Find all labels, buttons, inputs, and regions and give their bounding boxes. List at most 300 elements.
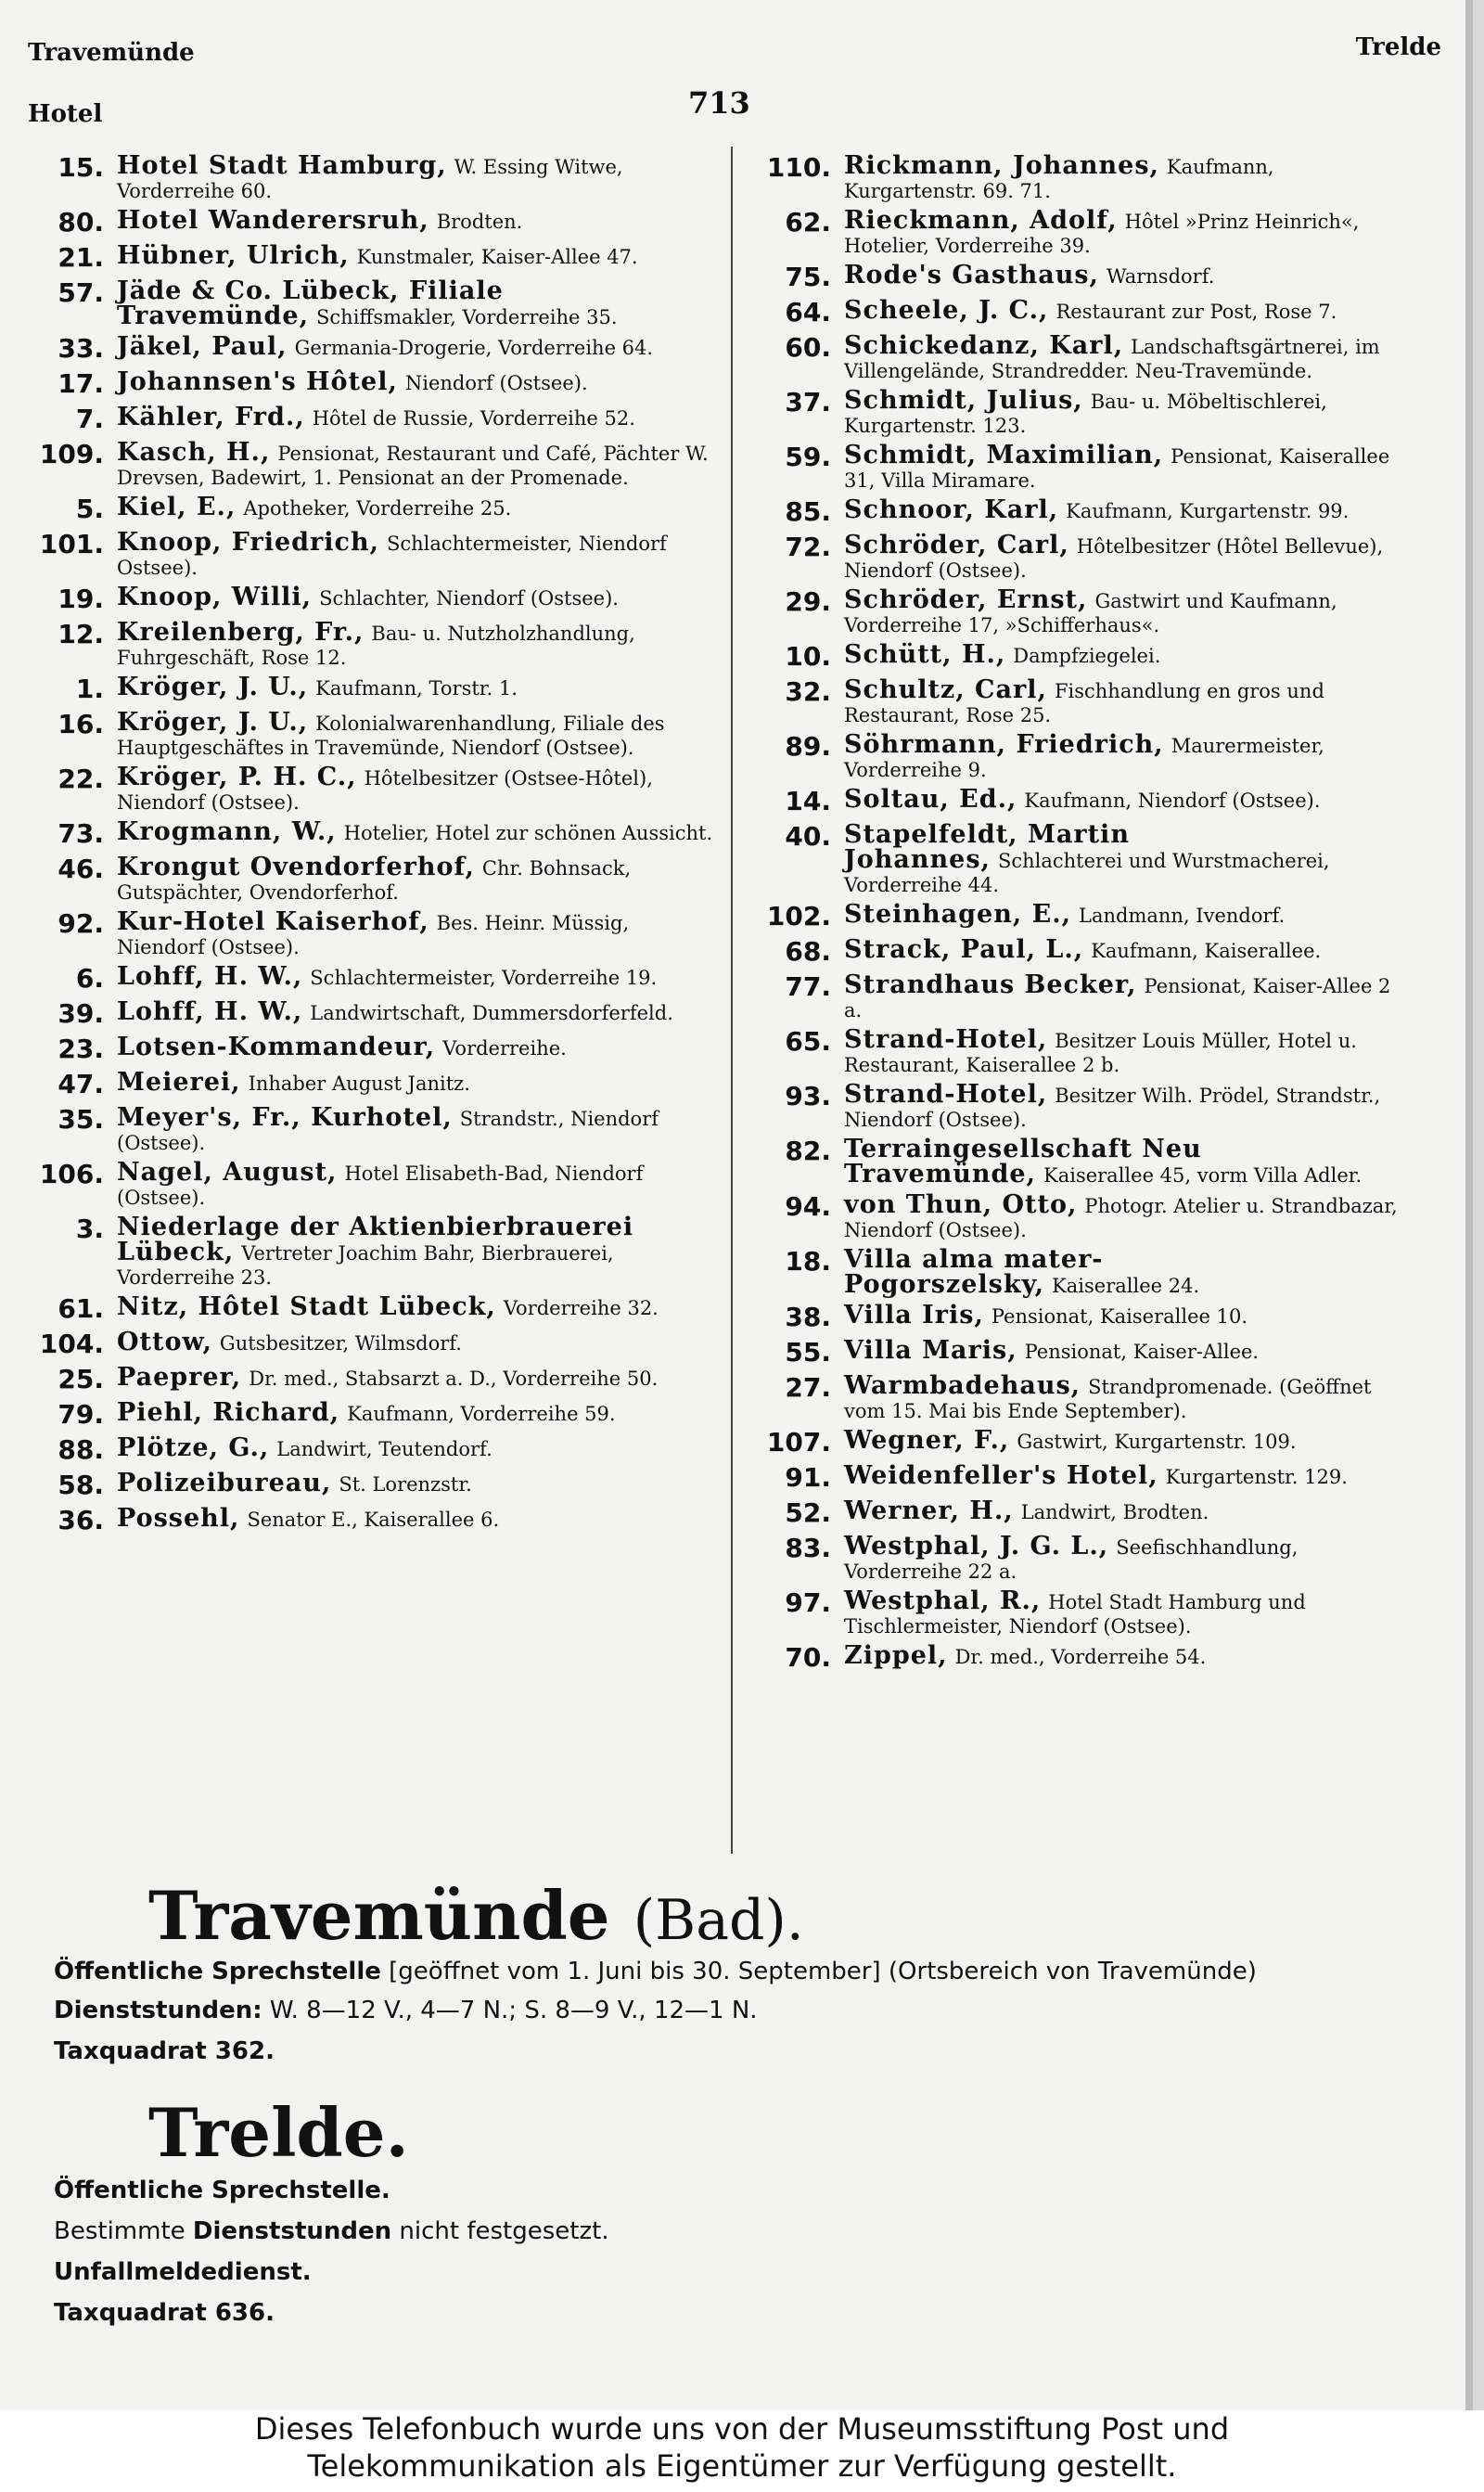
entry-name: Hotel Stadt Hamburg, xyxy=(117,151,447,180)
entry-name: Kröger, J. U., xyxy=(117,673,309,701)
entry-number: 47. xyxy=(58,1069,104,1099)
entry-name: Rickmann, Johannes, xyxy=(844,151,1159,180)
section-title-travemuende xyxy=(148,1876,804,1955)
entry-details: Hôtel »Prinz Heinrich«, Hotelier, Vorderreihe 39. xyxy=(844,211,1360,257)
directory-entry xyxy=(26,995,714,1030)
entry-details: Warnsdorf. xyxy=(1106,265,1215,288)
directory-entry xyxy=(742,293,1410,328)
entry-number: 104. xyxy=(39,1329,104,1359)
footer-notice xyxy=(0,2410,1484,2492)
entry-name: Schütt, H., xyxy=(844,640,1006,669)
service-hours-label: Dienststunden: xyxy=(54,1997,262,2024)
directory-entry xyxy=(26,1030,714,1065)
entry-number: 79. xyxy=(58,1399,104,1430)
entry-name: Piehl, Richard, xyxy=(117,1398,340,1427)
directory-entry xyxy=(26,705,714,760)
entry-text xyxy=(844,148,1410,203)
entry-text xyxy=(844,1077,1410,1132)
entry-name: Weidenfeller's Hotel, xyxy=(844,1461,1158,1490)
entry-text xyxy=(117,959,714,990)
entry-number: 3. xyxy=(75,1214,104,1244)
entry-number: 21. xyxy=(58,242,104,273)
directory-entry xyxy=(742,328,1410,383)
directory-entry xyxy=(742,932,1410,968)
entry-details: Landwirt, Teutendorf. xyxy=(276,1438,493,1460)
directory-entry xyxy=(26,670,714,705)
entry-number: 72. xyxy=(785,532,831,562)
running-header-right: Trelde xyxy=(1355,33,1441,61)
entry-text xyxy=(844,1242,1410,1298)
entry-number: 37. xyxy=(785,387,831,417)
directory-entry xyxy=(742,1077,1410,1132)
entry-text xyxy=(844,328,1410,383)
entry-name: Söhrmann, Friedrich, xyxy=(844,730,1164,759)
directory-entry xyxy=(742,1458,1410,1494)
entry-name: Steinhagen, E., xyxy=(844,900,1072,929)
entry-text xyxy=(117,815,714,845)
entry-details: Bau- u. Möbeltischlerei, Kurgartenstr. 123. xyxy=(844,391,1327,437)
entry-text xyxy=(844,583,1410,637)
entry-details: Pensionat, Kaiser-Allee 2 a. xyxy=(844,975,1391,1021)
entry-name: Kreilenberg, Fr., xyxy=(117,618,365,647)
entry-details: Kaufmann, Niendorf (Ostsee). xyxy=(1024,790,1321,812)
entry-text xyxy=(117,490,714,520)
entry-name: Schnoor, Karl, xyxy=(844,495,1059,524)
directory-entry xyxy=(742,1333,1410,1368)
travemuende-line-2 xyxy=(54,1997,758,2024)
entry-number: 75. xyxy=(785,262,831,292)
directory-entry xyxy=(26,905,714,959)
entry-text xyxy=(844,293,1410,324)
entry-name: Niederlage der Aktienbierbrauerei Lübeck, xyxy=(117,1213,634,1266)
entry-text xyxy=(844,493,1410,523)
entry-details: Kaufmann, Kurgartenstr. 99. xyxy=(1066,500,1350,522)
entry-number: 80. xyxy=(58,207,104,238)
entry-text xyxy=(117,274,714,329)
entry-details: Photogr. Atelier u. Strandbazar, Niendorf (Ostsee). xyxy=(844,1195,1398,1241)
entry-number: 70. xyxy=(785,1642,831,1673)
entry-number: 25. xyxy=(58,1364,104,1394)
entry-number: 77. xyxy=(785,971,831,1002)
directory-entry xyxy=(742,583,1410,637)
entry-text xyxy=(117,1501,714,1532)
entry-details: Hotelier, Hotel zur schönen Aussicht. xyxy=(343,822,713,844)
entry-details: Pensionat, Kaiserallee 31, Villa Miramare. xyxy=(844,445,1390,492)
entry-details: Kolonialwarenhandlung, Filiale des Hauptgeschäftes in Travemünde, Niendorf (Ostsee). xyxy=(117,713,665,759)
entry-name: Hotel Wanderersruh, xyxy=(117,206,429,235)
directory-entry xyxy=(742,1529,1410,1584)
entry-number: 82. xyxy=(785,1136,831,1166)
entry-details: Chr. Bohnsack, Gutspächter, Ovendorferhof. xyxy=(117,857,632,904)
entry-text xyxy=(117,1100,714,1155)
entry-details: Pensionat, Restaurant und Café, Pächter W. Drevsen, Badewirt, 1. Pensionat an der Promenade. xyxy=(117,443,709,489)
entry-number: 55. xyxy=(785,1337,831,1368)
directory-entry xyxy=(26,435,714,490)
directory-entry xyxy=(26,1431,714,1466)
entry-details: Vertreter Joachim Bahr, Bierbrauerei, Vorderreihe 23. xyxy=(117,1242,614,1289)
entry-number: 46. xyxy=(58,854,104,884)
directory-entry xyxy=(26,238,714,274)
directory-entry xyxy=(742,203,1410,258)
entry-text xyxy=(844,1529,1410,1584)
entry-text xyxy=(844,383,1410,438)
entry-name: Rode's Gasthaus, xyxy=(844,261,1099,289)
directory-entry xyxy=(742,438,1410,493)
entry-text xyxy=(844,817,1410,897)
entry-text xyxy=(117,705,714,760)
entry-text xyxy=(844,1022,1410,1077)
entry-details: Landwirtschaft, Dummersdorferfeld. xyxy=(310,1002,673,1024)
directory-entry xyxy=(26,1210,714,1290)
entry-name: Lotsen-Kommandeur, xyxy=(117,1033,436,1061)
directory-entry xyxy=(26,148,714,203)
entry-number: 17. xyxy=(58,368,104,399)
entry-details: Kaufmann, Kaiserallee. xyxy=(1091,940,1322,962)
entry-details: Dr. med., Vorderreihe 54. xyxy=(954,1646,1207,1668)
entry-name: Scheele, J. C., xyxy=(844,296,1049,325)
directory-entry xyxy=(26,490,714,525)
entry-number: 59. xyxy=(785,442,831,472)
entry-text xyxy=(844,897,1410,928)
entry-name: Meierei, xyxy=(117,1068,241,1097)
directory-entry xyxy=(742,673,1410,727)
entry-details: Kaiserallee 45, vorm Villa Adler. xyxy=(1043,1164,1362,1187)
directory-entry xyxy=(26,365,714,400)
entry-text xyxy=(117,1466,714,1496)
column-divider xyxy=(731,147,733,1854)
entry-number: 85. xyxy=(785,496,831,527)
entry-text xyxy=(117,1065,714,1096)
entry-number: 83. xyxy=(785,1533,831,1563)
directory-entry xyxy=(742,1022,1410,1077)
entry-name: Villa Maris, xyxy=(844,1336,1017,1365)
entry-number: 89. xyxy=(785,731,831,762)
entry-text xyxy=(117,203,714,234)
entry-name: Schultz, Carl, xyxy=(844,675,1047,704)
directory-entry xyxy=(742,1368,1410,1423)
entry-details: Strandstr., Niendorf (Ostsee). xyxy=(117,1108,659,1154)
entry-text xyxy=(117,400,714,430)
entry-details: Schlachtermeister, Niendorf Ostsee). xyxy=(117,533,667,579)
entry-details: Brodten. xyxy=(436,211,523,233)
entry-name: Schmidt, Julius, xyxy=(844,386,1083,415)
right-column xyxy=(742,148,1410,1674)
entry-name: Rieckmann, Adolf, xyxy=(844,206,1118,235)
entry-text xyxy=(117,435,714,490)
entry-number: 65. xyxy=(785,1026,831,1057)
entry-name: Kähler, Frd., xyxy=(117,403,305,431)
entry-text xyxy=(844,932,1410,963)
entry-number: 40. xyxy=(785,821,831,852)
trelde-title: Trelde. xyxy=(148,2093,409,2172)
entry-number: 62. xyxy=(785,207,831,238)
entry-number: 61. xyxy=(58,1293,104,1324)
entry-name: Kröger, P. H. C., xyxy=(117,763,357,791)
entry-details: Vorderreihe 32. xyxy=(503,1297,659,1319)
entry-text xyxy=(844,1188,1410,1242)
entry-number: 52. xyxy=(785,1497,831,1528)
trelde-service-hours-label: Dienststunden xyxy=(192,2217,392,2245)
entry-text xyxy=(117,329,714,360)
trelde-service-hours-post: nicht festgesetzt. xyxy=(399,2217,609,2245)
entry-text xyxy=(844,1298,1410,1329)
directory-entry xyxy=(742,1423,1410,1458)
entry-details: Restaurant zur Post, Rose 7. xyxy=(1055,301,1337,323)
directory-entry xyxy=(742,968,1410,1022)
entry-number: 102. xyxy=(766,901,831,931)
entry-number: 16. xyxy=(58,709,104,739)
entry-number: 5. xyxy=(75,494,104,524)
entry-number: 12. xyxy=(58,619,104,649)
entry-text xyxy=(844,1638,1410,1669)
travemuende-tax-square: Taxquadrat 362. xyxy=(54,2037,275,2065)
entry-text xyxy=(117,905,714,959)
entry-name: Polizeibureau, xyxy=(117,1469,332,1497)
entry-number: 60. xyxy=(785,332,831,363)
entry-details: Kaiserallee 24. xyxy=(1052,1275,1200,1297)
entry-text xyxy=(844,782,1410,813)
entry-details: Inhaber August Janitz. xyxy=(248,1073,470,1095)
entry-name: Paeprer, xyxy=(117,1363,242,1392)
entry-text xyxy=(117,1431,714,1461)
entry-name: Schröder, Ernst, xyxy=(844,585,1088,614)
entry-details: Vorderreihe. xyxy=(442,1037,567,1060)
entry-text xyxy=(844,1368,1410,1423)
travemuende-title: Travemünde xyxy=(148,1876,610,1955)
left-column xyxy=(26,148,714,1536)
entry-number: 36. xyxy=(58,1505,104,1535)
entry-number: 32. xyxy=(785,676,831,707)
entry-number: 107. xyxy=(766,1427,831,1458)
entry-details: Schlachter, Niendorf (Ostsee). xyxy=(319,587,619,610)
directory-entry xyxy=(742,637,1410,673)
entry-name: Warmbadehaus, xyxy=(844,1371,1081,1400)
entry-number: 58. xyxy=(58,1470,104,1500)
entry-text xyxy=(117,580,714,610)
entry-number: 7. xyxy=(75,404,104,434)
footer-line-1: Dieses Telefonbuch wurde uns von der Museumsstiftung Post und xyxy=(254,2411,1230,2447)
directory-entry xyxy=(26,1100,714,1155)
entry-number: 10. xyxy=(785,641,831,672)
directory-entry xyxy=(742,782,1410,817)
entry-name: Hübner, Ulrich, xyxy=(117,241,350,270)
entry-text xyxy=(844,1333,1410,1364)
entry-details: Kaufmann, Kurgartenstr. 69. 71. xyxy=(844,156,1274,202)
entry-name: Strand-Hotel, xyxy=(844,1080,1048,1109)
directory-entry xyxy=(26,580,714,615)
entry-number: 97. xyxy=(785,1587,831,1618)
entry-name: Kröger, J. U., xyxy=(117,708,309,737)
entry-number: 33. xyxy=(58,333,104,364)
entry-details: Hôtelbesitzer (Hôtel Bellevue), Niendorf (Ostsee). xyxy=(844,535,1384,582)
entry-details: Gastwirt und Kaufmann, Vorderreihe 17, »Schifferhaus«. xyxy=(844,590,1337,636)
entry-details: Landwirt, Brodten. xyxy=(1020,1501,1209,1523)
entry-details: Hôtel de Russie, Vorderreihe 52. xyxy=(312,407,635,430)
entry-text xyxy=(844,1494,1410,1524)
entry-details: Strandpromenade. (Geöffnet vom 15. Mai bis Ende September). xyxy=(844,1376,1372,1422)
entry-details: Bes. Heinr. Müssig, Niendorf (Ostsee). xyxy=(117,912,630,958)
directory-entry xyxy=(26,615,714,670)
entry-number: 27. xyxy=(785,1372,831,1403)
entry-name: Ottow, xyxy=(117,1328,212,1356)
directory-entry xyxy=(26,400,714,435)
entry-text xyxy=(117,1395,714,1426)
directory-entry xyxy=(742,1638,1410,1674)
entry-number: 39. xyxy=(58,998,104,1029)
entry-name: Krogmann, W., xyxy=(117,817,337,846)
directory-entry xyxy=(26,760,714,815)
entry-details: Maurermeister, Vorderreihe 9. xyxy=(844,735,1324,781)
entry-details: Gastwirt, Kurgartenstr. 109. xyxy=(1017,1431,1297,1453)
service-hours-value: W. 8—12 V., 4—7 N.; S. 8—9 V., 12—1 N. xyxy=(269,1997,758,2024)
running-header-left-top: Travemünde xyxy=(28,39,195,67)
directory-entry xyxy=(742,727,1410,782)
entry-details: W. Essing Witwe, Vorderreihe 60. xyxy=(117,156,623,202)
entry-name: Jäde & Co. Lübeck, Filiale Travemünde, xyxy=(117,276,504,330)
entry-number: 19. xyxy=(58,584,104,614)
entry-name: Johannsen's Hôtel, xyxy=(117,367,398,396)
entry-number: 18. xyxy=(785,1246,831,1277)
entry-text xyxy=(117,760,714,815)
entry-details: Germania-Drogerie, Vorderreihe 64. xyxy=(294,337,654,359)
entry-details: Schiffsmakler, Vorderreihe 35. xyxy=(316,306,618,328)
entry-name: Schickedanz, Karl, xyxy=(844,331,1124,360)
entry-details: Pensionat, Kaiserallee 10. xyxy=(991,1305,1248,1328)
directory-entry xyxy=(26,525,714,580)
directory-entry xyxy=(26,815,714,850)
entry-details: Kaufmann, Torstr. 1. xyxy=(315,677,518,700)
trelde-public-office: Öffentliche Sprechstelle. xyxy=(54,2177,390,2204)
entry-number: 64. xyxy=(785,297,831,328)
entry-text xyxy=(844,968,1410,1022)
entry-name: Krongut Ovendorferhof, xyxy=(117,853,475,881)
entry-details: Landmann, Ivendorf. xyxy=(1079,905,1286,927)
entry-name: Possehl, xyxy=(117,1504,240,1533)
public-office-label: Öffentliche Sprechstelle xyxy=(54,1958,381,1985)
entry-name: Wegner, F., xyxy=(844,1426,1010,1455)
entry-details: Pensionat, Kaiser-Allee. xyxy=(1024,1341,1260,1363)
entry-number: 15. xyxy=(58,152,104,183)
entry-text xyxy=(117,1155,714,1210)
entry-name: Knoop, Friedrich, xyxy=(117,528,379,557)
trelde-accident-service: Unfallmeldedienst. xyxy=(54,2258,312,2286)
entry-number: 109. xyxy=(39,439,104,469)
entry-name: Soltau, Ed., xyxy=(844,785,1017,814)
entry-name: Lohff, H. W., xyxy=(117,962,303,991)
entry-text xyxy=(117,670,714,700)
entry-details: Gutsbesitzer, Wilmsdorf. xyxy=(219,1332,462,1355)
directory-entry xyxy=(742,383,1410,438)
directory-entry xyxy=(742,528,1410,583)
entry-details: Niendorf (Ostsee). xyxy=(404,372,588,394)
entry-text xyxy=(844,1458,1410,1489)
entry-number: 35. xyxy=(58,1104,104,1135)
entry-name: Strandhaus Becker, xyxy=(844,970,1137,999)
entry-name: Schmidt, Maximilian, xyxy=(844,441,1164,469)
entry-details: Schlachterei und Wurstmacherei, Vorderreihe 44. xyxy=(844,850,1330,896)
entry-text xyxy=(117,148,714,203)
entry-details: Hotel Elisabeth-Bad, Niendorf (Ostsee). xyxy=(117,1163,644,1209)
entry-number: 93. xyxy=(785,1081,831,1111)
entry-name: Lohff, H. W., xyxy=(117,997,303,1026)
entry-number: 6. xyxy=(75,963,104,994)
public-office-hours: [geöffnet vom 1. Juni bis 30. September] (Ortsbereich von Travemünde) xyxy=(389,1958,1257,1985)
trelde-tax-square: Taxquadrat 636. xyxy=(54,2299,275,2327)
entry-details: St. Lorenzstr. xyxy=(339,1473,472,1496)
directory-entry xyxy=(742,493,1410,528)
entry-details: Seefischhandlung, Vorderreihe 22 a. xyxy=(844,1536,1298,1583)
entry-number: 38. xyxy=(785,1302,831,1332)
entry-text xyxy=(844,1584,1410,1638)
directory-entry xyxy=(26,1155,714,1210)
directory-entry xyxy=(26,1466,714,1501)
entry-details: Senator E., Kaiserallee 6. xyxy=(247,1509,500,1531)
entry-name: Kur-Hotel Kaiserhof, xyxy=(117,907,429,936)
directory-entry xyxy=(742,817,1410,897)
entry-details: Besitzer Louis Müller, Hotel u. Restaurant, Kaiserallee 2 b. xyxy=(844,1030,1357,1076)
entry-name: Kasch, H., xyxy=(117,438,271,467)
entry-name: Jäkel, Paul, xyxy=(117,332,288,361)
entry-text xyxy=(117,365,714,395)
entry-number: 29. xyxy=(785,586,831,617)
entry-details: Hotel Stadt Hamburg und Tischlermeister, Niendorf (Ostsee). xyxy=(844,1591,1306,1638)
entry-text xyxy=(117,525,714,580)
entry-details: Apotheker, Vorderreihe 25. xyxy=(243,497,512,520)
entry-number: 68. xyxy=(785,936,831,967)
entry-details: Kaufmann, Vorderreihe 59. xyxy=(347,1403,616,1425)
entry-number: 22. xyxy=(58,764,104,794)
entry-details: Kunstmaler, Kaiser-Allee 47. xyxy=(356,246,638,268)
directory-entry xyxy=(26,329,714,365)
entry-name: Zippel, xyxy=(844,1641,948,1670)
directory-entry xyxy=(742,1298,1410,1333)
entry-name: Schröder, Carl, xyxy=(844,531,1069,559)
directory-entry xyxy=(742,1584,1410,1638)
entry-number: 110. xyxy=(766,152,831,183)
entry-name: von Thun, Otto, xyxy=(844,1190,1078,1219)
entry-details: Bau- u. Nutzholzhandlung, Fuhrgeschäft, Rose 12. xyxy=(117,623,635,669)
entry-details: Schlachtermeister, Vorderreihe 19. xyxy=(310,967,658,989)
entry-text xyxy=(844,1423,1410,1454)
directory-entry xyxy=(26,1501,714,1536)
entry-details: Hôtelbesitzer (Ostsee-Hôtel), Niendorf (Ostsee). xyxy=(117,767,653,814)
entry-number: 92. xyxy=(58,908,104,939)
directory-entry xyxy=(26,1065,714,1100)
entry-name: Plötze, G., xyxy=(117,1433,270,1462)
entry-details: Fischhandlung en gros und Restaurant, Rose 25. xyxy=(844,680,1324,726)
directory-entry xyxy=(26,203,714,238)
entry-name: Strack, Paul, L., xyxy=(844,935,1084,964)
entry-name: Strand-Hotel, xyxy=(844,1025,1048,1054)
trelde-service-hours xyxy=(54,2217,609,2245)
entry-name: Nitz, Hôtel Stadt Lübeck, xyxy=(117,1292,496,1321)
entry-text xyxy=(117,995,714,1025)
entry-text xyxy=(117,615,714,670)
directory-entry xyxy=(26,274,714,329)
directory-entry xyxy=(26,1360,714,1395)
entry-text xyxy=(844,673,1410,727)
entry-details: Besitzer Wilh. Prödel, Strandstr., Niendorf (Ostsee). xyxy=(844,1085,1381,1131)
entry-details: Kurgartenstr. 129. xyxy=(1165,1466,1348,1488)
entry-name: Villa Iris, xyxy=(844,1301,984,1329)
entry-text xyxy=(117,1290,714,1320)
directory-entry xyxy=(742,1132,1410,1188)
entry-text xyxy=(844,1132,1410,1188)
entry-text xyxy=(844,258,1410,289)
directory-entry xyxy=(26,850,714,905)
directory-entry xyxy=(742,1242,1410,1298)
travemuende-line-1 xyxy=(54,1958,1257,1985)
